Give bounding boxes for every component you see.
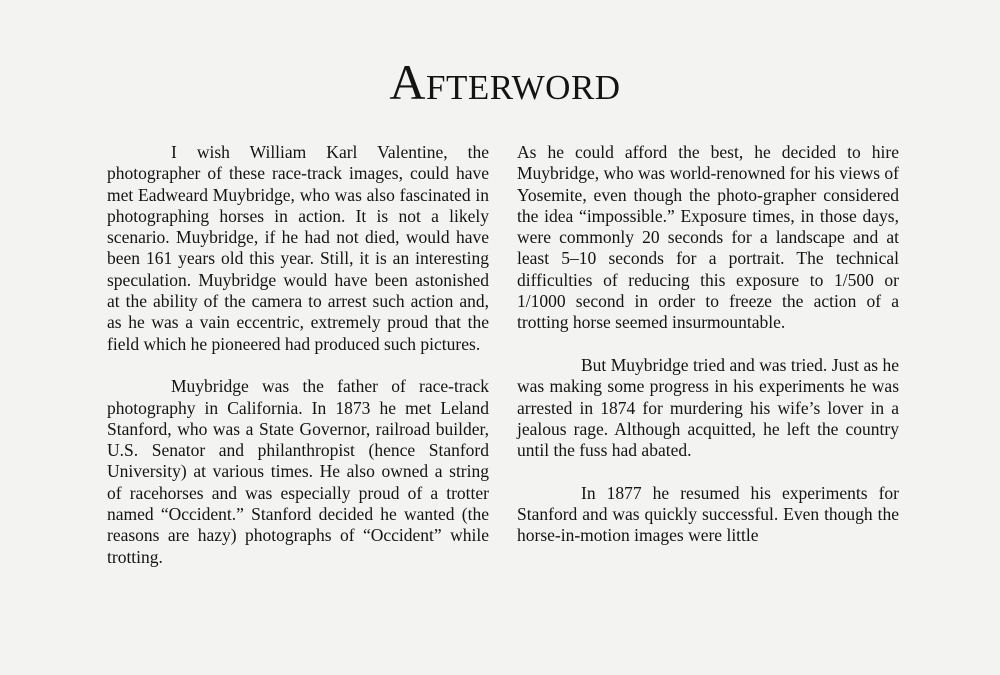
- paragraph-valentine-muybridge: I wish William Karl Valentine, the photographer of these race-track images, could have met Eadweard Muybridge, who was also fascinated in photographing horses in action. It is not a likely scenario. Muybridge, if he had not died, would have been 161 years old this year. Still, it is an interesting speculation. Muybridge would have been astonished at the ability of the camera to arrest such action and, as he was a vain eccentric, extremely proud that the field which he pioneered had produced such pictures.: [107, 142, 489, 354]
- paragraph-resumed-experiments: In 1877 he resumed his experiments for Stanford and was quickly successful. Even though the horse-in-motion images were little: [517, 482, 899, 546]
- left-column: [107, 142, 489, 589]
- page-title: Afterword: [389, 54, 621, 110]
- paragraph-hiring-muybridge: As he could afford the best, he decided to hire Muybridge, who was world-renowned for his views of Yosemite, even though the photo-grapher considered the idea “impossible.” Exposure times, in those days, were commonly 20 seconds for a landscape and at least 5–10 seconds for a portrait. The technical difficulties of reducing this exposure to 1/500 or 1/1000 second in order to freeze the action of a trotting horse seemed insurmountable.: [517, 142, 900, 333]
- paragraph-race-track-photography: Muybridge was the father of race-track photography in California. In 1873 he met Leland Stanford, who was a State Governor, railroad builder, U.S. Senator and philanthropist (hence Stanford University) at various times. He also owned a string of racehorses and was especially proud of a trotter named “Occident.” Stanford decided he wanted (the reasons are hazy) photographs of “Occident” while trotting.: [107, 376, 489, 567]
- paragraph-arrest: But Muybridge tried and was tried. Just as he was making some progress in his experiments he was arrested in 1874 for murdering his wife’s lover in a jealous rage. Although acquitted, he left the country until the fuss had abated.: [517, 354, 899, 461]
- right-column: [517, 142, 899, 568]
